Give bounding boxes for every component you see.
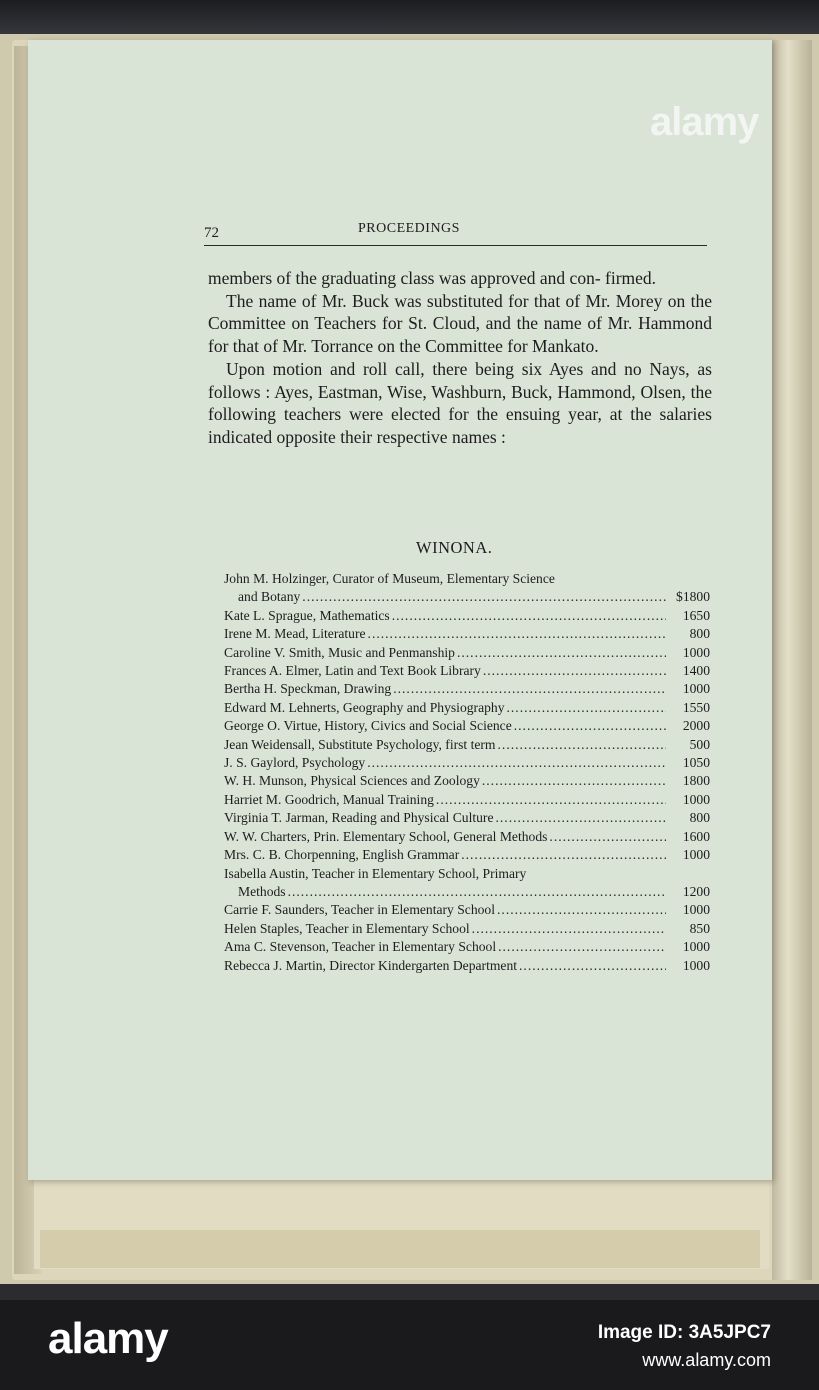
teacher-entry: Helen Staples, Teacher in Elementary School xyxy=(224,920,470,936)
salary-amount: 1000 xyxy=(682,681,710,697)
salary-row xyxy=(224,791,710,809)
dot-leader xyxy=(461,846,666,864)
dot-leader xyxy=(549,828,666,846)
salary-amount: 1650 xyxy=(682,607,710,623)
salary-row xyxy=(224,957,710,975)
site-url: www.alamy.com xyxy=(642,1350,771,1370)
salary-amount: 1000 xyxy=(682,939,710,955)
running-head: PROCEEDINGS xyxy=(358,221,460,236)
salary-row xyxy=(224,772,710,790)
salary-amount: 1550 xyxy=(682,699,710,715)
right-page-edge xyxy=(772,40,812,1280)
salary-amount: 1800 xyxy=(682,773,710,789)
dot-leader xyxy=(483,662,666,680)
teacher-entry: Isabella Austin, Teacher in Elementary School, Primary xyxy=(224,865,527,881)
salary-amount: 500 xyxy=(689,736,710,752)
salary-list xyxy=(224,570,710,975)
salary-amount: 1000 xyxy=(682,847,710,863)
dot-leader xyxy=(497,901,666,919)
teacher-entry: W. W. Charters, Prin. Elementary School, General Methods xyxy=(224,828,548,844)
salary-amount: 1000 xyxy=(682,644,710,660)
salary-amount: 1000 xyxy=(682,791,710,807)
paragraph-3: Upon motion and roll call, there being six Ayes and no Nays, as follows : Ayes, Eastman, Wise, Washburn, Buck, Hammond, Olsen, the following teachers were elected for the ensuing year, at the salaries indicated opposite their respective names : xyxy=(208,358,712,447)
dot-leader xyxy=(498,736,666,754)
salary-row xyxy=(224,828,710,846)
teacher-entry: W. H. Munson, Physical Sciences and Zoology xyxy=(224,773,480,789)
salary-amount: 800 xyxy=(689,810,710,826)
image-id: Image ID: 3A5JPC7 xyxy=(597,1322,771,1343)
teacher-entry: Ama C. Stevenson, Teacher in Elementary School xyxy=(224,939,497,955)
salary-row xyxy=(224,846,710,864)
teacher-entry: Edward M. Lehnerts, Geography and Physiography xyxy=(224,699,505,715)
salary-row xyxy=(224,625,710,643)
salary-row xyxy=(224,754,710,772)
teacher-entry: Methods xyxy=(238,883,286,899)
dot-leader xyxy=(496,809,667,827)
dot-leader xyxy=(288,883,666,901)
dot-leader xyxy=(302,588,666,606)
header-rule xyxy=(204,245,707,246)
teacher-entry: Caroline V. Smith, Music and Penmanship xyxy=(224,644,455,660)
book-page xyxy=(28,40,772,1180)
dot-leader xyxy=(519,957,666,975)
body-text xyxy=(208,267,712,449)
dot-leader xyxy=(368,625,666,643)
salary-row-continuation xyxy=(224,588,710,606)
teacher-entry: Rebecca J. Martin, Director Kindergarten Department xyxy=(224,957,518,973)
teacher-entry: Carrie F. Saunders, Teacher in Elementary School xyxy=(224,902,496,918)
salary-row-continuation xyxy=(224,883,710,901)
watermark-logo: alamy xyxy=(650,100,759,144)
dot-leader xyxy=(393,680,666,698)
paragraph-2: The name of Mr. Buck was substituted for that of Mr. Morey on the Committee on Teachers for St. Cloud, and the name of Mr. Hammond for that of Mr. Torrance on the Committee for Mankato. xyxy=(208,290,712,357)
teacher-entry: Virginia T. Jarman, Reading and Physical Culture xyxy=(224,810,494,826)
teacher-entry: Frances A. Elmer, Latin and Text Book Library xyxy=(224,663,481,679)
teacher-entry: Jean Weidensall, Substitute Psychology, first term xyxy=(224,736,496,752)
salary-amount: $1800 xyxy=(676,589,710,605)
section-title: WINONA. xyxy=(416,538,493,557)
salary-amount: 1200 xyxy=(682,883,710,899)
salary-amount: 1000 xyxy=(682,957,710,973)
salary-row xyxy=(224,570,710,588)
teacher-entry: J. S. Gaylord, Psychology xyxy=(224,755,366,771)
salary-row xyxy=(224,717,710,735)
salary-amount: 1600 xyxy=(682,828,710,844)
dot-leader xyxy=(498,938,666,956)
teacher-entry: Harriet M. Goodrich, Manual Training xyxy=(224,791,434,807)
salary-row xyxy=(224,680,710,698)
teacher-entry: Bertha H. Speckman, Drawing xyxy=(224,681,392,697)
stock-photo-footer xyxy=(0,1300,819,1390)
brand-logo: alamy xyxy=(48,1314,168,1363)
dot-leader xyxy=(472,920,666,938)
salary-row xyxy=(224,865,710,883)
salary-amount: 850 xyxy=(689,920,710,936)
salary-row xyxy=(224,662,710,680)
teacher-entry: Irene M. Mead, Literature xyxy=(224,626,366,642)
salary-row xyxy=(224,736,710,754)
dot-leader xyxy=(507,699,667,717)
salary-row xyxy=(224,920,710,938)
salary-amount: 1000 xyxy=(682,902,710,918)
teacher-entry: Kate L. Sprague, Mathematics xyxy=(224,607,390,623)
salary-row xyxy=(224,901,710,919)
paragraph-1: members of the graduating class was approved and con- firmed. xyxy=(208,268,657,288)
teacher-entry: George O. Virtue, History, Civics and Social Science xyxy=(224,718,512,734)
salary-amount: 1400 xyxy=(682,663,710,679)
teacher-entry: and Botany xyxy=(238,589,301,605)
salary-row xyxy=(224,938,710,956)
salary-row xyxy=(224,699,710,717)
salary-amount: 800 xyxy=(689,626,710,642)
dot-leader xyxy=(367,754,666,772)
salary-row xyxy=(224,607,710,625)
dot-leader xyxy=(457,644,666,662)
dot-leader xyxy=(392,607,666,625)
dot-leader xyxy=(514,717,666,735)
page-number: 72 xyxy=(204,225,219,241)
teacher-entry: Mrs. C. B. Chorpenning, English Grammar xyxy=(224,847,460,863)
salary-row xyxy=(224,644,710,662)
salary-row xyxy=(224,809,710,827)
dot-leader xyxy=(436,791,666,809)
teacher-entry: John M. Holzinger, Curator of Museum, Elementary Science xyxy=(224,571,555,586)
bottom-page-edge-lower xyxy=(40,1230,760,1268)
salary-amount: 2000 xyxy=(682,718,710,734)
dot-leader xyxy=(482,772,666,790)
salary-amount: 1050 xyxy=(682,755,710,771)
